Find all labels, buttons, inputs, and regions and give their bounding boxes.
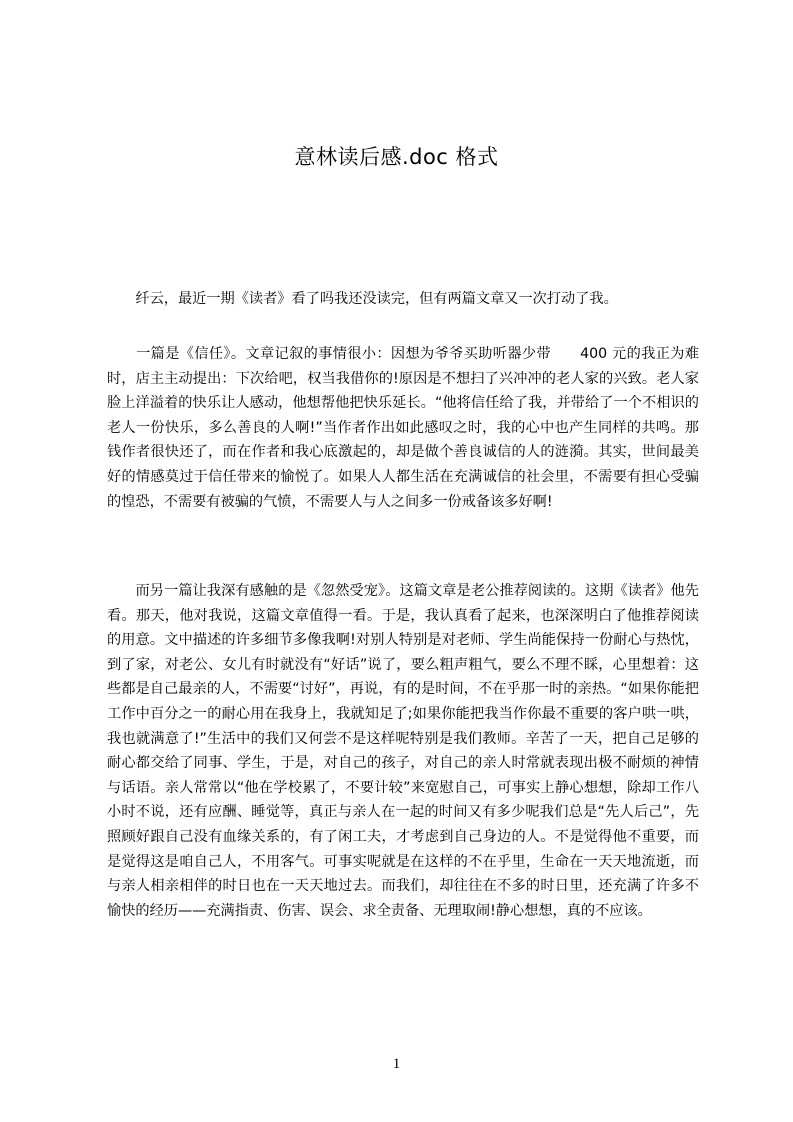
- paragraph-favored: 而另一篇让我深有感触的是《忽然受宠》。这篇文章是老公推荐阅读的。这期《读者》他先看。那天，他对我说，这篇文章值得一看。于是，我认真看了起来，也深深明白了他推荐阅读的用意。文中描述的许多细节多像我啊!对别人特别是对老师、学生尚能保持一份耐心与热忱，到了家，对老公、女儿有时就没有“好话”说了，要么粗声粗气，要么不理不睬，心里想着：这些都是自己最亲的人，不需要“讨好”，再说，有的是时间，不在乎那一时的亲热。“如果你能把工作中百分之一的耐心用在我身上，我就知足了;如果你能把我当作你最不重要的客户哄一哄，我也就满意了!”生活中的我们又何尝不是这样呢特别是我们教师。辛苦了一天，把自己足够的耐心都交给了同事、学生，于是，对自己的孩子，对自己的亲人时常就表现出极不耐烦的神情与话语。亲人常常以“他在学校累了，不要计较”来宽慰自己，可事实上静心想想，除却工作八小时不说，还有应酬、睡觉等，真正与亲人在一起的时间又有多少呢我们总是“先人后己”，先照顾好跟自己没有血缘关系的，有了闲工夫，才考虑到自己身边的人。不是觉得他不重要，而是觉得这是咱自己人，不用客气。可事实呢就是在这样的不在乎里，生命在一天天地流逝，而与亲人相亲相伴的时日也在一天天地过去。而我们，却往往在不多的时日里，还充满了许多不愉快的经历——充满指责、伤害、误会、求全责备、无理取闹!静心想想，真的不应该。: [107, 583, 700, 919]
- paragraph-trust: 一篇是《信任》。文章记叙的事情很小：因想为爷爷买助听器少带 400 元的我正为难时，店主主动提出：下次给吧，权当我借你的!原因是不想扫了兴冲冲的老人家的兴致。老人家脸上洋溢着的快乐让人感动，他想帮他把快乐延长。“他将信任给了我，并带给了一个不相识的老人一份快乐，多么善良的人啊!”当作者作出如此感叹之时，我的心中也产生同样的共鸣。那钱作者很快还了，而在作者和我心底激起的，却是做个善良诚信的人的涟漪。其实，世间最美好的情感莫过于信任带来的愉悦了。如果人人都生活在充满诚信的社会里，不需要有担心受骗的惶恐，不需要有被骗的气愤，不需要人与人之间多一份戒备该多好啊!: [107, 346, 699, 510]
- paragraph-intro: 纤云，最近一期《读者》看了吗我还没读完，但有两篇文章又一次打动了我。: [107, 291, 618, 307]
- page-number: 1: [392, 1056, 401, 1072]
- document-title: 意林读后感.doc 格式: [294, 145, 499, 169]
